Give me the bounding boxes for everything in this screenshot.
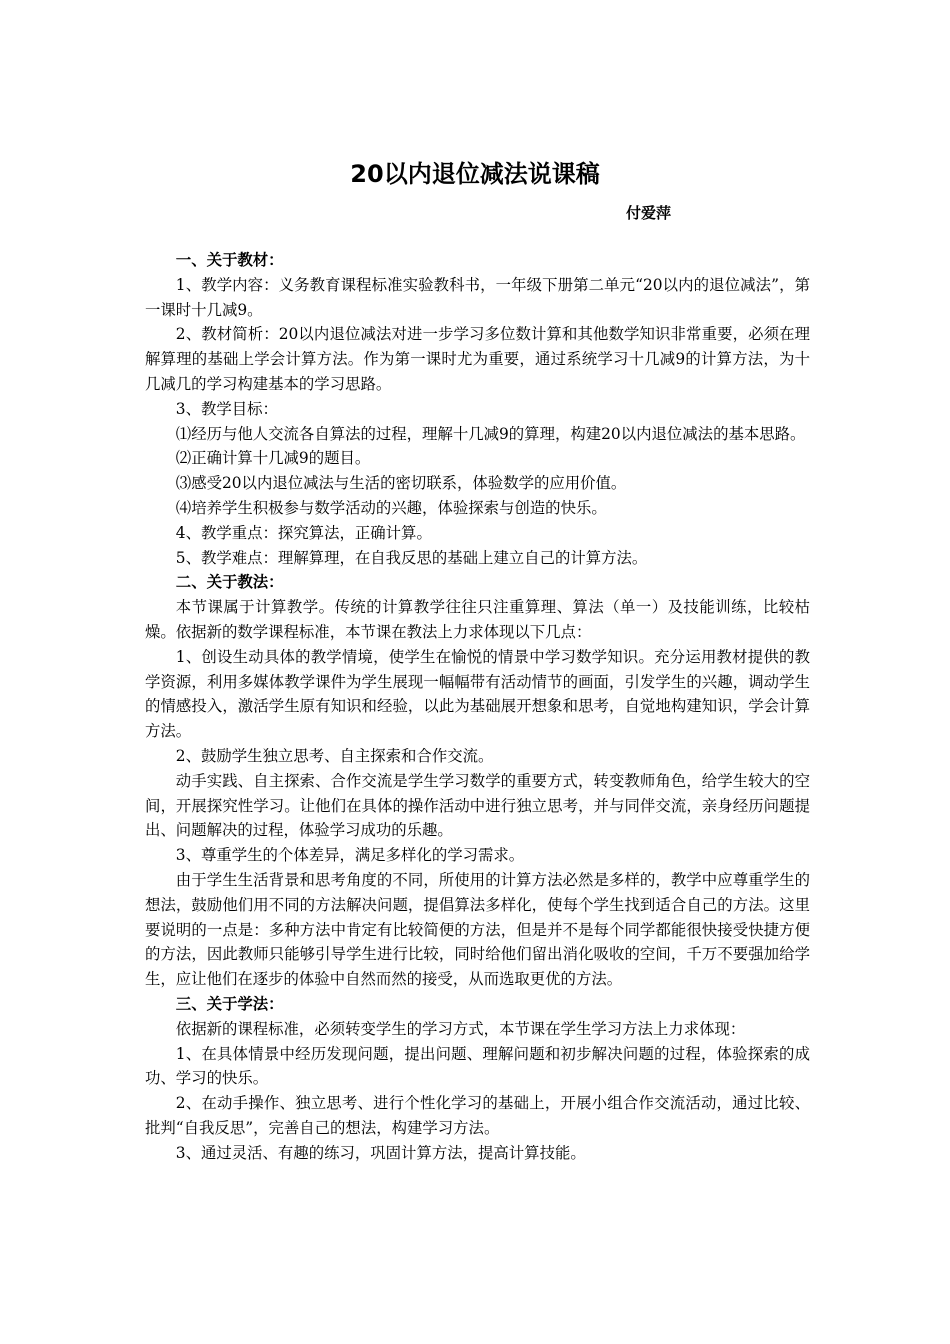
document-body — [145, 248, 810, 1165]
paragraph: 2、教材简析：20以内退位减法对进一步学习多位数计算和其他数学知识非常重要，必须在理解算理的基础上学会计算方法。作为第一课时尤为重要，通过系统学习十几减9的计算方法，为十几减几的学习构建基本的学习思路。 — [145, 325, 810, 393]
paragraph: ⑶感受20以内退位减法与生活的密切联系，体验数学的应用价值。 — [175, 474, 627, 493]
paragraph: 1、在具体情景中经历发现问题，提出问题、理解问题和初步解决问题的过程，体验探索的成功、学习的快乐。 — [145, 1044, 810, 1088]
section-heading: 三、关于学法： — [175, 994, 284, 1013]
paragraph: 3、尊重学生的个体差异，满足多样化的学习需求。 — [175, 846, 525, 865]
paragraph: ⑴经历与他人交流各自算法的过程，理解十几减9的算理，构建20以内退位减法的基本思路。 — [175, 424, 806, 443]
page-title: 20以内退位减法说课稿 — [350, 160, 600, 188]
paragraph: 由于学生生活背景和思考角度的不同，所使用的计算方法必然是多样的，教学中应尊重学生的想法，鼓励他们用不同的方法解决问题，提倡算法多样化，使每个学生找到适合自己的方法。这里要说明的一点是：多种方法中肯定有比较简便的方法，但是并不是每个同学都能很快接受快捷方便的方法，因此教师只能够引导学生进行比较，同时给他们留出消化吸收的空间，千万不要强加给学生，应让他们在逐步的体验中自然而然的接受，从而选取更优的方法。 — [145, 870, 810, 989]
paragraph: 4、教学重点：探究算法，正确计算。 — [175, 523, 432, 542]
paragraph: 1、教学内容：义务教育课程标准实验教科书，一年级下册第二单元“20以内的退位减法”，第一课时十几减9。 — [145, 275, 810, 319]
paragraph: ⑵正确计算十几减9的题目。 — [175, 449, 371, 468]
paragraph: 2、鼓励学生独立思考、自主探索和合作交流。 — [175, 746, 494, 765]
paragraph: 5、教学难点：理解算理，在自我反思的基础上建立自己的计算方法。 — [175, 548, 648, 567]
paragraph: 3、教学目标： — [175, 399, 278, 418]
paragraph: 本节课属于计算教学。传统的计算教学往往只注重算理、算法（单一）及技能训练，比较枯燥。依据新的数学课程标准，本节课在教法上力求体现以下几点： — [145, 598, 810, 641]
section-heading: 一、关于教材： — [175, 251, 284, 269]
paragraph: 依据新的课程标准，必须转变学生的学习方式，本节课在学生学习方法上力求体现： — [175, 1019, 746, 1038]
paragraph: ⑷培养学生积极参与数学活动的兴趣，体验探索与创造的快乐。 — [175, 498, 607, 517]
paragraph: 2、在动手操作、独立思考、进行个性化学习的基础上，开展小组合作交流活动，通过比较、批判“自我反思”，完善自己的想法，构建学习方法。 — [145, 1094, 810, 1137]
section-heading: 二、关于教法： — [175, 573, 284, 592]
paragraph: 3、通过灵活、有趣的练习，巩固计算方法，提高计算技能。 — [175, 1143, 586, 1162]
paragraph: 动手实践、自主探索、合作交流是学生学习数学的重要方式，转变教师角色，给学生较大的空间，开展探究性学习。让他们在具体的操作活动中进行独立思考，并与同伴交流，亲身经历问题提出、问题解决的过程，体验学习成功的乐趣。 — [145, 771, 810, 840]
paragraph: 1、创设生动具体的教学情境，使学生在愉悦的情景中学习数学知识。充分运用教材提供的教学资源，利用多媒体教学课件为学生展现一幅幅带有活动情节的画面，引发学生的兴趣，调动学生的情感投入，激活学生原有知识和经验，以此为基础展开想象和思考，自觉地构建知识，学会计算方法。 — [145, 647, 810, 741]
author-name: 付爱萍 — [626, 204, 672, 222]
